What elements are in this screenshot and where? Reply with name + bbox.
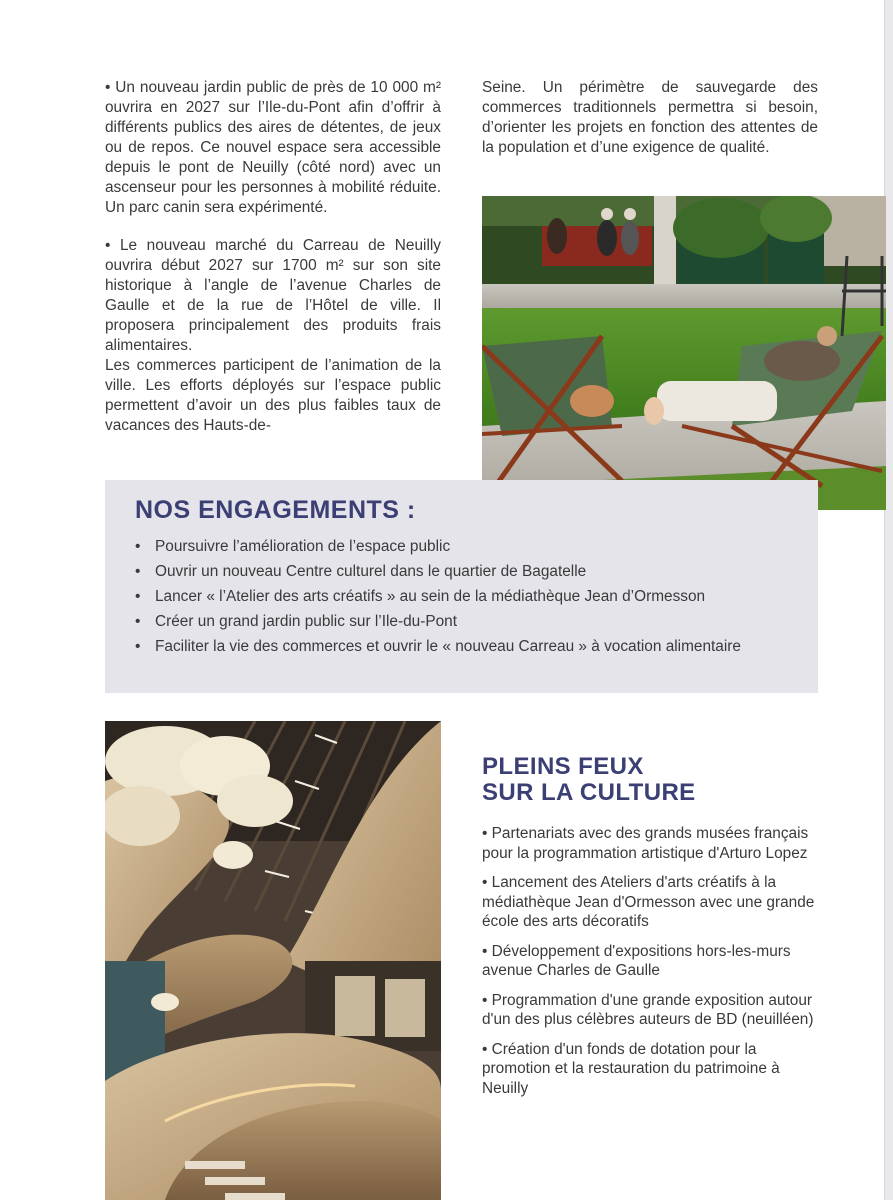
paragraph-marche-carreau: • Le nouveau marché du Carreau de Neuilly ouvrira début 2027 sur 1700 m² sur son site historique à l’angle de l’avenue Charles de Gaulle et de la rue de l’Hôtel de ville. Il proposera principalement des produits frais alimentaires. <box>105 237 441 354</box>
engagements-box <box>105 480 818 693</box>
engagements-list <box>135 538 795 663</box>
list-item: • Création d'un fonds de dotation pour la promotion et la restauration du patrimoine à Neuilly <box>482 1040 780 1097</box>
engagements-title: NOS ENGAGEMENTS : <box>135 496 416 524</box>
list-item: • Faciliter la vie des commerces et ouvrir le « nouveau Carreau » à vocation alimentaire <box>135 638 795 656</box>
photo-library-interior <box>105 721 441 1200</box>
paragraph-perimetre-sauvegarde: Seine. Un périmètre de sauvegarde des commerces traditionnels permettra si besoin, d’orienter les projets en fonction des attentes de la population et d’une exigence de qualité. <box>482 79 818 156</box>
right-text-column <box>482 78 818 158</box>
paragraph-jardin-public: • Un nouveau jardin public de près de 10 000 m² ouvrira en 2027 sur l’Ile-du-Pont afin d’offrir à différents publics des aires de détentes, de jeux ou de repos. Ce nouvel espace sera accessible depuis le pont de Neuilly (côté nord) avec un ascenseur pour les personnes à mobilité réduite. Un parc canin sera expérimenté. <box>105 79 441 216</box>
list-item: • Programmation d'une grande exposition autour d'un des plus célèbres auteurs de BD (neuilléen) <box>482 991 814 1028</box>
culture-title-line2: SUR LA CULTURE <box>482 779 696 806</box>
list-item: • Poursuivre l’amélioration de l’espace public <box>135 538 795 556</box>
list-item: • Partenariats avec des grands musées français pour la programmation artistique d'Arturo Lopez <box>482 825 809 862</box>
paragraph-commerces: Les commerces participent de l’animation de la ville. Les efforts déployés sur l’espace public permettent d’avoir un des plus faibles taux de vacances des Hauts-de- <box>105 357 441 434</box>
left-text-column <box>105 78 441 436</box>
list-item: • Développement d'expositions hors-les-murs avenue Charles de Gaulle <box>482 942 791 979</box>
list-item: • Créer un grand jardin public sur l’Ile-du-Pont <box>135 613 795 631</box>
list-item: • Ouvrir un nouveau Centre culturel dans le quartier de Bagatelle <box>135 563 795 581</box>
list-item: • Lancement des Ateliers d'arts créatifs à la médiathèque Jean d'Ormesson avec une grande école des arts décoratifs <box>482 874 815 930</box>
culture-list <box>482 824 822 1108</box>
photo-park-deckchairs <box>482 196 886 510</box>
culture-title <box>482 754 696 806</box>
culture-title-line1: PLEINS FEUX <box>482 753 644 780</box>
list-item: • Lancer « l’Atelier des arts créatifs » au sein de la médiathèque Jean d’Ormesson <box>135 588 795 606</box>
page-edge <box>884 0 893 1200</box>
